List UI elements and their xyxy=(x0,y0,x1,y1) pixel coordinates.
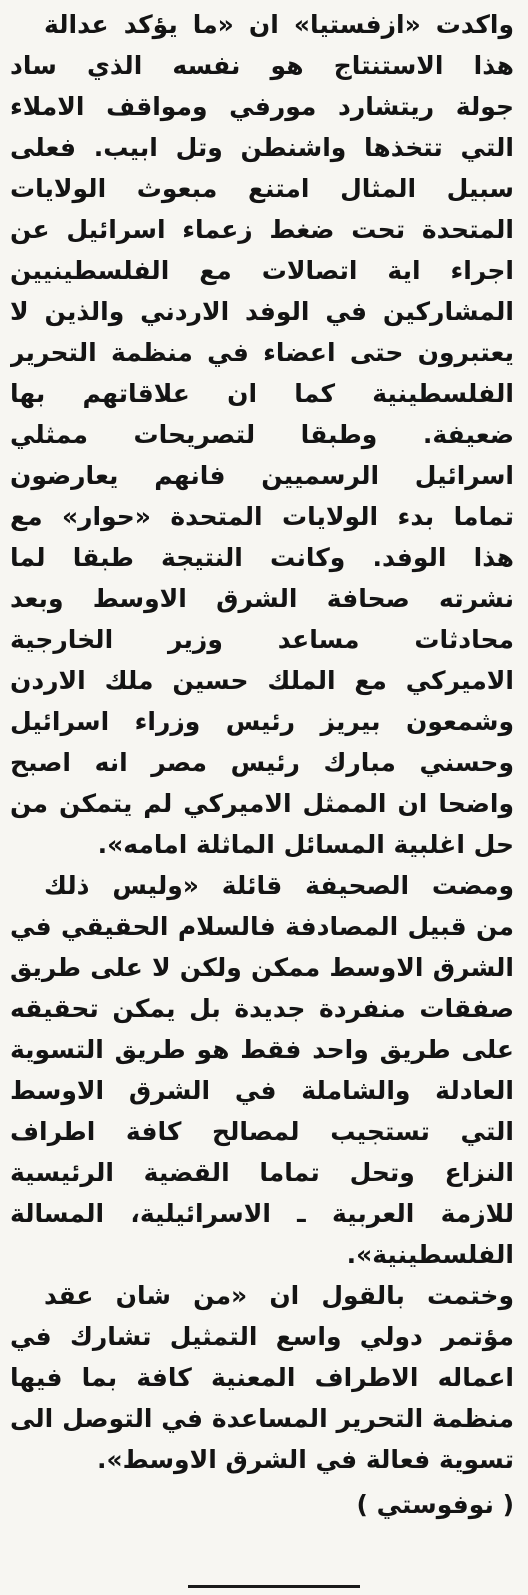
paragraph-line: التي تتخذها واشنطن وتل ابيب. فعلى xyxy=(10,133,514,162)
paragraph-line: اعماله الاطراف المعنية كافة بما فيها xyxy=(10,1363,514,1392)
paragraph-line: العادلة والشاملة في الشرق الاوسط xyxy=(10,1076,514,1105)
paragraph-line: صفقات منفردة جديدة بل يمكن تحقيقه xyxy=(10,994,514,1023)
end-rule xyxy=(188,1585,360,1588)
paragraph-line: النزاع وتحل تماما القضية الرئيسية xyxy=(10,1158,514,1187)
paragraph-line: واكدت «ازفستيا» ان «ما يؤكد عدالة xyxy=(44,10,514,39)
paragraph-line: الشرق الاوسط ممكن ولكن لا على طريق xyxy=(10,953,514,982)
paragraph-line: حل اغلبية المسائل الماثلة امامه». xyxy=(97,830,514,859)
paragraph-line: وشمعون بيريز رئيس وزراء اسرائيل xyxy=(10,707,514,736)
paragraph-line: تماما بدء الولايات المتحدة «حوار» مع xyxy=(10,502,514,531)
paragraph-line: ضعيفة. وطبقا لتصريحات ممثلي xyxy=(10,420,514,449)
paragraph-line: الفلسطينية». xyxy=(346,1240,514,1269)
paragraph-line: مؤتمر دولي واسع التمثيل تشارك في xyxy=(10,1322,514,1351)
paragraph-line: يعتبرون حتى اعضاء في منظمة التحرير xyxy=(10,338,514,367)
paragraph-line: للازمة العربية ـ الاسرائيلية، المسالة xyxy=(10,1199,514,1228)
paragraph-line: هذا الوفد. وكانت النتيجة طبقا لما xyxy=(10,543,514,572)
paragraph-line: من قبيل المصادفة فالسلام الحقيقي في xyxy=(10,912,514,941)
paragraph-line: واضحا ان الممثل الاميركي لم يتمكن من xyxy=(10,789,514,818)
article-column xyxy=(10,0,514,1595)
paragraph-line: ومضت الصحيفة قائلة «وليس ذلك xyxy=(44,871,514,900)
paragraph-line: الفلسطينية كما ان علاقاتهم بها xyxy=(10,379,514,408)
paragraph-line: تسوية فعالة في الشرق الاوسط». xyxy=(97,1445,514,1474)
paragraph-line: وختمت بالقول ان «من شان عقد xyxy=(44,1281,514,1310)
paragraph-line: المتحدة تحت ضغط زعماء اسرائيل عن xyxy=(10,215,514,244)
paragraph-line: جولة ريتشارد مورفي ومواقف الاملاء xyxy=(10,92,514,121)
paragraph-line: منظمة التحرير المساعدة في التوصل الى xyxy=(10,1404,514,1433)
paragraph-line: هذا الاستنتاج هو نفسه الذي ساد xyxy=(10,51,514,80)
paragraph-line: اجراء اية اتصالات مع الفلسطينيين xyxy=(10,256,514,285)
paragraph-line: سبيل المثال امتنع مبعوث الولايات xyxy=(10,174,514,203)
paragraph-line: نشرته صحافة الشرق الاوسط وبعد xyxy=(10,584,514,613)
paragraph-line: الاميركي مع الملك حسين ملك الاردن xyxy=(10,666,514,695)
source-credit: ( نوفوستي ) xyxy=(356,1490,514,1519)
paragraph-line: وحسني مبارك رئيس مصر انه اصبح xyxy=(10,748,514,777)
paragraph-line: التي تستجيب لمصالح كافة اطراف xyxy=(10,1117,514,1146)
paragraph-line: المشاركين في الوفد الاردني والذين لا xyxy=(10,297,514,326)
paragraph-line: محادثات مساعد وزير الخارجية xyxy=(10,625,514,654)
paragraph-line: اسرائيل الرسميين فانهم يعارضون xyxy=(10,461,514,490)
paragraph-line: على طريق واحد فقط هو طريق التسوية xyxy=(10,1035,514,1064)
